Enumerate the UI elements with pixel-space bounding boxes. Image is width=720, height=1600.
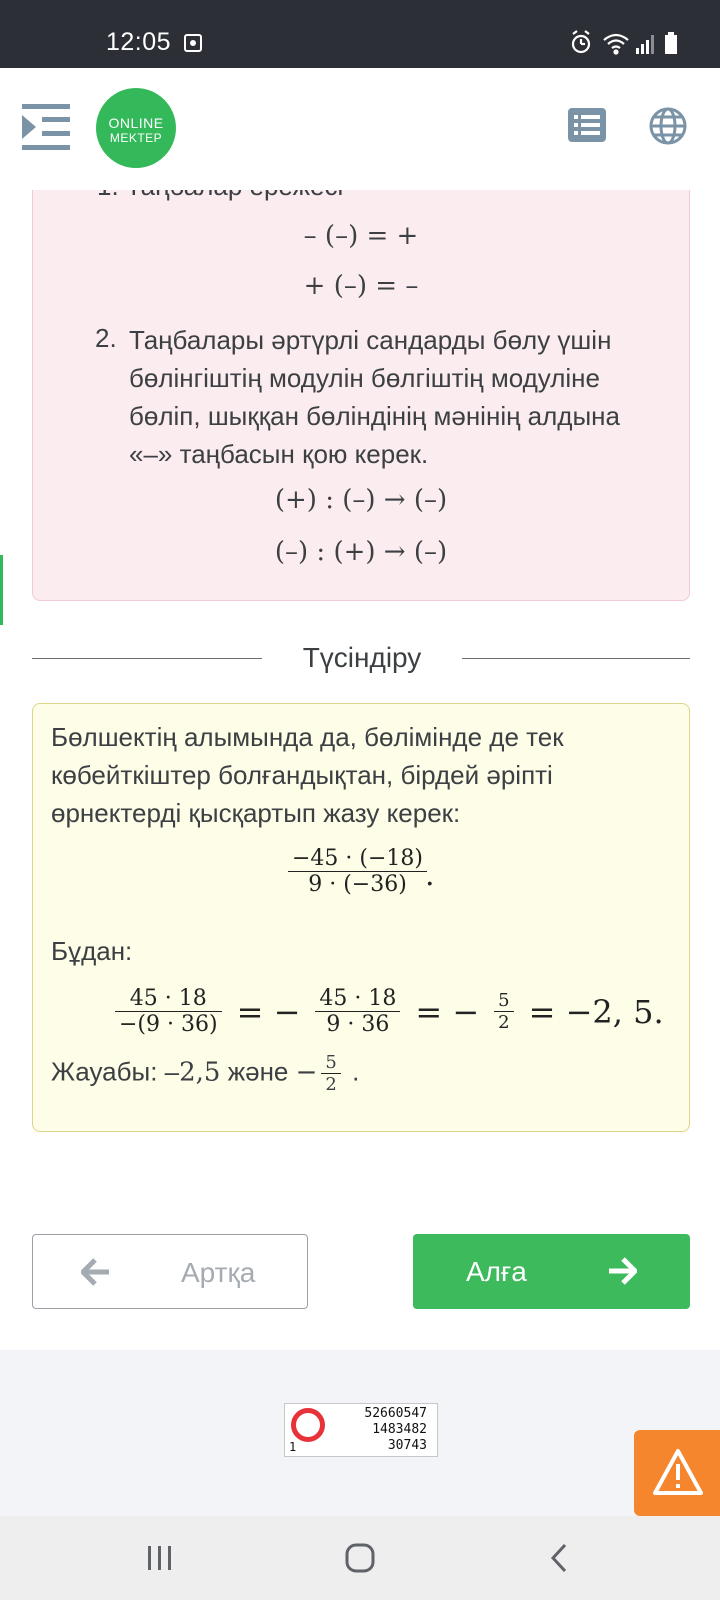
next-button[interactable] xyxy=(413,1234,690,1309)
answer-fraction xyxy=(321,1052,340,1095)
answer-fraction-denominator: 2 xyxy=(325,1074,337,1095)
formula-plus-minus: + (–) = – xyxy=(303,271,419,301)
answer-row xyxy=(51,1052,359,1095)
status-bar xyxy=(0,0,720,68)
counter-line-2: 1483482 xyxy=(372,1422,427,1437)
footer-area xyxy=(0,1350,720,1516)
equation-row xyxy=(115,986,672,1037)
formula-plus-div-minus: (+) : (–) → (–) xyxy=(274,485,448,515)
status-time: 12:05 xyxy=(106,28,172,56)
rule-card xyxy=(32,150,690,601)
equation-equals-2: = − xyxy=(415,992,480,1031)
wifi-icon xyxy=(604,35,628,54)
recents-icon[interactable] xyxy=(140,1538,180,1578)
warning-icon xyxy=(652,1448,704,1496)
rule-2-number: 2. xyxy=(95,323,117,353)
equation-result: = −2, 5. xyxy=(528,992,664,1031)
counter-line-3: 30743 xyxy=(387,1438,427,1453)
menu-toggle-icon[interactable] xyxy=(22,104,72,150)
budan-label: Бұдан: xyxy=(51,936,133,966)
equation-fraction-1-denominator: −(9 · 36) xyxy=(119,1012,218,1037)
home-icon[interactable] xyxy=(340,1538,380,1578)
equation-fraction-1-numerator: 45 · 18 xyxy=(115,986,222,1012)
answer-value: 2,5 xyxy=(179,1057,221,1088)
battery-icon xyxy=(665,32,677,54)
equation-fraction-1 xyxy=(115,986,222,1037)
back-icon[interactable] xyxy=(540,1538,580,1578)
answer-minus: − xyxy=(295,1057,318,1088)
online-mektep-logo[interactable] xyxy=(96,88,176,168)
explanation-intro: Бөлшектің алымында да, бөлімінде де тек көбейткіштер болғандықтан, бірдей әріпті өрнектерді қысқартып жазу керек: xyxy=(51,722,564,828)
logo-line-2: MEKTEP xyxy=(109,131,163,145)
equation-fraction-2-denominator: 9 · 36 xyxy=(326,1012,390,1037)
answer-conjunction: және xyxy=(227,1056,289,1087)
status-icons xyxy=(570,30,690,56)
equation-fraction-3-denominator: 2 xyxy=(498,1012,510,1033)
globe-icon[interactable] xyxy=(648,106,688,146)
signal-icon xyxy=(636,35,654,54)
arrow-right-icon xyxy=(607,1257,637,1285)
explanation-card xyxy=(32,703,690,1132)
rule-2-text: Таңбалары әртүрлі сандарды бөлу үшін бөлінгіштің модулін бөлгіштің модуліне бөліп, шыққан бөліндінің мәнінің алдына «–» таңбасын қою керек. xyxy=(129,325,620,469)
divider-right xyxy=(462,658,690,659)
formula-minus-minus: – (–) = + xyxy=(303,221,419,251)
counter-line-1: 52660547 xyxy=(364,1406,427,1421)
next-button-label: Алға xyxy=(466,1256,527,1287)
equation-equals-1: = − xyxy=(236,992,301,1031)
arrow-left-icon xyxy=(81,1258,111,1286)
counter-rank: 1 xyxy=(289,1440,297,1454)
answer-fraction-numerator: 5 xyxy=(321,1052,340,1074)
report-problem-button[interactable] xyxy=(634,1430,720,1516)
equation-fraction-2 xyxy=(315,986,400,1037)
alarm-icon xyxy=(573,31,589,52)
fraction-original-dot: . xyxy=(425,858,435,893)
counter-logo-icon xyxy=(291,1408,325,1442)
equation-fraction-2-numerator: 45 · 18 xyxy=(315,986,400,1012)
fraction-original-numerator: −45 · (−18) xyxy=(288,846,427,872)
divider-left xyxy=(32,658,262,659)
back-button-label: Артқа xyxy=(181,1257,256,1288)
left-accent-bar xyxy=(0,555,3,625)
explanation-title: Түсіндіру xyxy=(302,642,422,673)
notification-icon xyxy=(184,34,202,52)
fraction-original-denominator: 9 · (−36) xyxy=(308,872,407,897)
visit-counter[interactable] xyxy=(284,1403,438,1457)
app-header xyxy=(0,68,720,190)
fraction-original xyxy=(288,846,427,897)
equation-fraction-3 xyxy=(494,990,513,1033)
answer-label: Жауабы: – xyxy=(51,1056,180,1087)
list-icon[interactable] xyxy=(568,108,606,142)
system-navigation-bar xyxy=(0,1516,720,1600)
formula-minus-div-plus: (–) : (+) → (–) xyxy=(274,537,448,567)
answer-end: . xyxy=(352,1056,360,1087)
back-button[interactable] xyxy=(32,1234,308,1309)
equation-fraction-3-numerator: 5 xyxy=(494,990,513,1012)
logo-line-1: ONLINE xyxy=(108,115,164,131)
